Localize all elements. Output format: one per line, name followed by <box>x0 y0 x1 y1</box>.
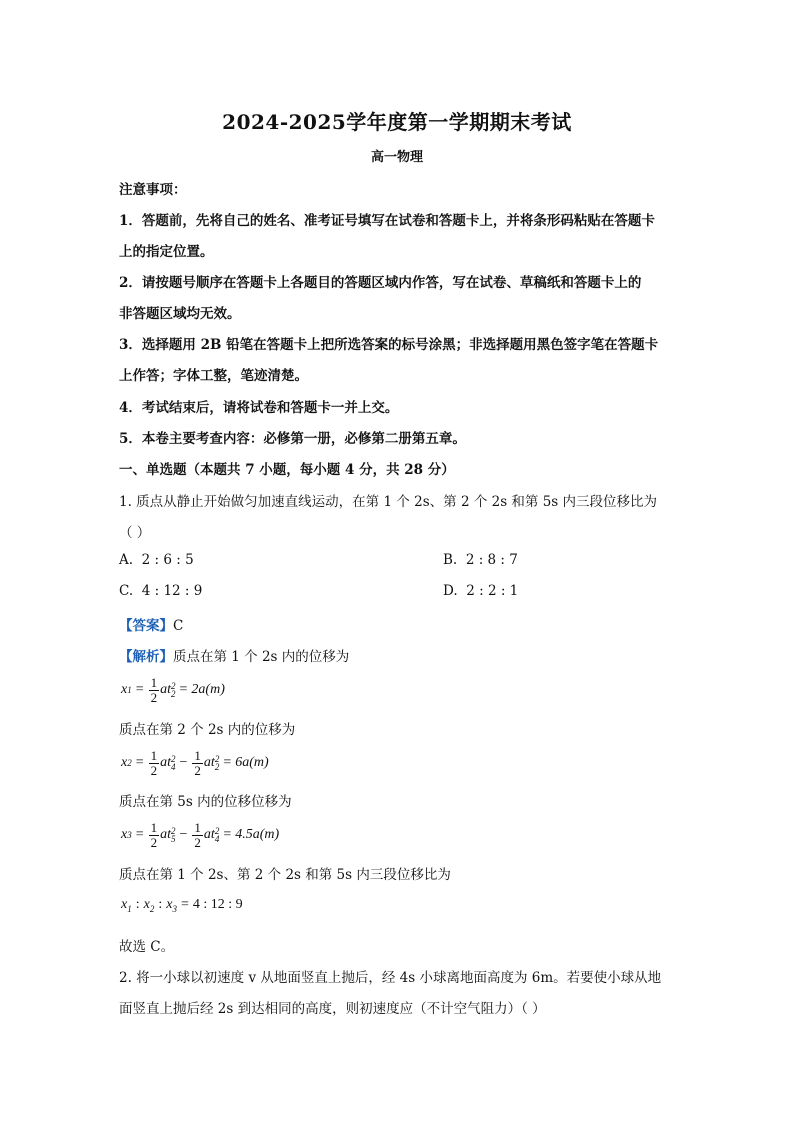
note-3-line2: 上作答；字体工整，笔迹清楚。 <box>119 368 308 384</box>
eq2-term1-sub: 4 <box>171 762 176 772</box>
eq1-term-sup: 2 <box>171 680 176 691</box>
eq1-lhs-sub: 1 <box>127 685 132 695</box>
option-label: C. <box>119 583 134 599</box>
q1-text-2: 质点在第 2 个 2s 内的位移为 <box>119 722 296 738</box>
eq2-term2-sub: 2 <box>214 762 220 772</box>
analysis-text: 质点在第 1 个 2s 内的位移为 <box>173 649 350 665</box>
eq1-frac-num: 1 <box>150 674 158 690</box>
note-1-line1: 1．答题前，先将自己的姓名、准考证号填写在试卷和答题卡上，并将条形码粘贴在答题卡 <box>119 213 655 229</box>
eq2-frac2-den: 2 <box>194 762 201 778</box>
eq2-frac1-den: 2 <box>150 762 158 778</box>
eq2-term1-sup: 2 <box>171 753 176 764</box>
eq1-lhs: x <box>121 682 128 697</box>
option-label: D. <box>443 583 458 599</box>
eq3-fraction-1 <box>149 821 160 849</box>
option-text: 2 : 6 : 5 <box>141 552 194 568</box>
option-label: A. <box>119 552 134 568</box>
eq3-fraction-2 <box>192 821 203 849</box>
ratio-value: 4 : 12 : 9 <box>192 897 243 912</box>
eq2-rhs: 6a(m) <box>235 755 269 770</box>
eq3-frac1-num: 1 <box>150 819 158 835</box>
q1-stem-line2: （ ） <box>119 525 151 541</box>
eq3-term2-sub: 4 <box>214 834 220 844</box>
subject-title: 高一物理 <box>370 150 423 165</box>
note-2-line1: 2．请按题号顺序在答题卡上各题目的答题区域内作答，写在试卷、草稿纸和答题卡上的 <box>119 275 642 291</box>
section-heading: 一、单选题（本题共 7 小题，每小题 4 分，共 28 分） <box>119 462 455 478</box>
option-label: B. <box>443 552 458 568</box>
eq1-term-sub: 2 <box>171 689 176 699</box>
q1-text-4: 质点在第 1 个 2s、第 2 个 2s 和第 5s 内三段位移比为 <box>119 867 451 883</box>
option-text: 4 : 12 : 9 <box>141 583 203 599</box>
q1-option-b <box>443 552 518 568</box>
equation-2: x 2 = $\frac{1}{2}$ at 2 4 − $\frac{1}{2}$ at 2 2 = 6a(m) <box>121 747 269 778</box>
q1-analysis-intro <box>119 645 349 665</box>
equation-3: x 3 = $\frac{1}{2}$ at 2 5 − $\frac{1}{2}$ at 2 4 = 4.5a(m) <box>121 819 280 850</box>
answer-tag: 【答案】 <box>119 618 173 634</box>
eq3-lhs: x <box>121 827 128 842</box>
q1-option-c <box>119 583 202 599</box>
note-3-line1: 3．选择题用 2B 铅笔在答题卡上把所选答案的标号涂黑；非选择题用黑色签字笔在答题卡 <box>119 337 659 353</box>
eq1-rhs: 2a(m) <box>191 682 225 697</box>
eq2-lhs-sub: 2 <box>127 758 132 768</box>
analysis-tag: 【解析】 <box>119 649 173 665</box>
answer-value: C <box>173 618 184 634</box>
ratio-equation: $x_1$ : $x_2$ : $x_3 = 4$ : 12 : 9 <box>121 897 243 914</box>
q1-conclusion: 故选 C。 <box>119 939 175 955</box>
equation-1: x 1 = $\frac{1}{2}$ at 2 2 = 2a(m) <box>121 674 225 705</box>
note-2-line2: 非答题区域均无效。 <box>119 306 241 322</box>
eq2-frac1-num: 1 <box>150 747 158 763</box>
eq3-frac2-den: 2 <box>194 834 201 850</box>
option-text: 2 : 2 : 1 <box>466 583 519 599</box>
eq2-term-1: at <box>160 755 172 770</box>
eq3-term-2: at <box>203 827 215 842</box>
eq3-lhs-sub: 3 <box>127 830 132 840</box>
q1-stem-line1: 1. 质点从静止开始做匀加速直线运动，在第 1 个 2s、第 2 个 2s 和第 5s 内三段位移比为 <box>119 494 658 510</box>
option-text: 2 : 8 : 7 <box>465 552 518 568</box>
page-title: 2024-2025学年度第一学期期末考试 <box>222 110 572 134</box>
q1-option-a <box>119 552 194 568</box>
eq3-term2-sup: 2 <box>214 825 220 836</box>
eq2-term2-sup: 2 <box>214 753 220 764</box>
note-4: 4．考试结束后，请将试卷和答题卡一并上交。 <box>119 400 399 416</box>
eq2-frac2-num: 1 <box>194 747 201 763</box>
note-1-line2: 上的指定位置。 <box>119 244 214 260</box>
eq3-term1-sub: 5 <box>171 834 176 844</box>
q1-option-d <box>443 583 518 599</box>
q1-text-3: 质点在第 5s 内的位移位移为 <box>119 794 292 810</box>
eq3-term1-sup: 2 <box>171 825 176 836</box>
notes-heading: 注意事项： <box>119 182 187 198</box>
eq2-term-2: at <box>203 755 215 770</box>
eq1-fraction <box>149 676 160 704</box>
eq3-frac2-num: 1 <box>194 819 201 835</box>
eq3-rhs: 4.5a(m) <box>235 827 280 842</box>
eq2-fraction-1 <box>149 749 160 777</box>
eq1-term: at <box>160 682 172 697</box>
note-5: 5．本卷主要考查内容：必修第一册，必修第二册第五章。 <box>119 431 466 447</box>
eq3-frac1-den: 2 <box>150 834 158 850</box>
eq2-lhs: x <box>121 755 128 770</box>
eq2-fraction-2 <box>192 749 203 777</box>
q1-answer <box>119 614 183 634</box>
eq1-frac-den: 2 <box>150 689 158 705</box>
eq3-term-1: at <box>160 827 172 842</box>
q2-stem-line1: 2. 将一小球以初速度 v 从地面竖直上抛后，经 4s 小球离地面高度为 6m。若要使小球从地 <box>119 970 662 986</box>
q2-stem-line2: 面竖直上抛后经 2s 到达相同的高度，则初速度应（不计空气阻力）（ ） <box>119 1001 546 1017</box>
